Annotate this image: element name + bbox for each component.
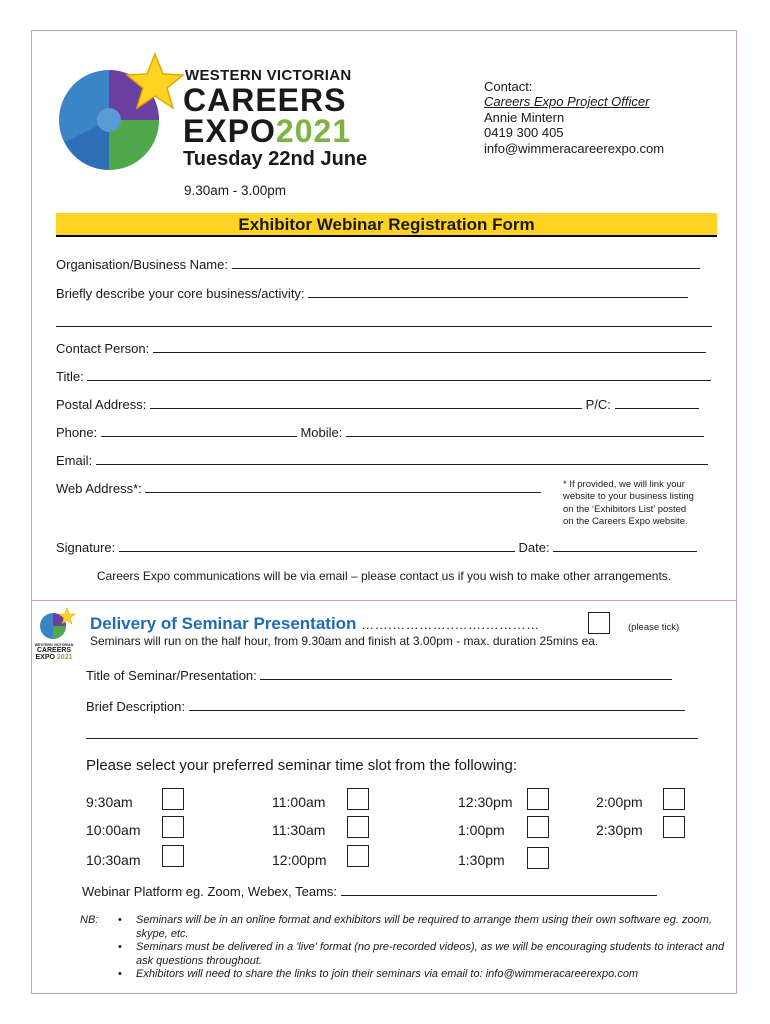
seminar-description-row-2 [86, 727, 698, 742]
seminar-description-label: Brief Description: [86, 699, 185, 714]
slot-label: 12:00pm [272, 852, 327, 868]
web-note-line: on the Careers Expo website. [563, 516, 688, 528]
bullet-icon: • [118, 914, 122, 926]
mini-logo-icon [36, 606, 86, 644]
business-row-2 [56, 315, 712, 330]
slot-checkbox-1030[interactable] [162, 845, 184, 867]
postal-field[interactable] [150, 397, 582, 409]
seminar-heading: Delivery of Seminar Presentation [90, 614, 357, 633]
seminar-delivery-checkbox[interactable] [588, 612, 610, 634]
organisation-label: Organisation/Business Name: [56, 257, 228, 272]
slot-label: 12:30pm [458, 794, 513, 810]
business-field[interactable] [308, 286, 688, 298]
section-divider [31, 600, 737, 601]
brand-region: WESTERN VICTORIAN [185, 67, 352, 84]
contact-person-row [56, 341, 706, 356]
date-label: Date: [518, 540, 550, 555]
web-field[interactable] [145, 481, 541, 493]
contact-name: Annie Mintern [484, 109, 565, 125]
web-note [563, 479, 694, 529]
mobile-field[interactable] [346, 425, 704, 437]
slot-checkbox-1000[interactable] [162, 816, 184, 838]
nb-item-text: Exhibitors will need to share the links to join their seminars via email to: info@wimmeracareerexpo.com [136, 968, 639, 981]
event-time: 9.30am - 3.00pm [184, 183, 287, 198]
slot-label: 10:30am [86, 852, 141, 868]
seminar-heading-dots: …….…………..…….………… [361, 617, 540, 632]
platform-label: Webinar Platform eg. Zoom, Webex, Teams: [82, 884, 338, 899]
phone-label: Phone: [56, 425, 98, 440]
pc-label: P/C: [585, 397, 611, 412]
organisation-field[interactable] [232, 257, 700, 269]
seminar-description-field[interactable] [189, 699, 685, 711]
mini-logo-expo [22, 654, 86, 661]
nb-item [118, 914, 728, 941]
slot-checkbox-230[interactable] [663, 816, 685, 838]
business-field-continued[interactable] [56, 315, 712, 327]
contact-label: Contact: [484, 79, 533, 94]
slot-checkbox-1200[interactable] [347, 845, 369, 867]
nb-item [118, 941, 728, 968]
mini-logo-expo-word: EXPO [35, 654, 55, 661]
email-field[interactable] [96, 453, 708, 465]
seminar-title-field[interactable] [260, 668, 672, 680]
brand-year: 2021 [275, 113, 352, 149]
seminar-heading-row [90, 614, 540, 634]
phone-row [56, 425, 704, 440]
nb-item-text: Seminars will be in an online format and exhibitors will be required to arrange them using their own software eg. zoom, skype, etc. [136, 914, 712, 940]
slot-checkbox-930[interactable] [162, 788, 184, 810]
contact-email[interactable]: info@wimmeracareerexpo.com [484, 140, 665, 156]
slot-checkbox-130[interactable] [527, 847, 549, 869]
signature-field[interactable] [119, 540, 515, 552]
contact-block [484, 79, 664, 156]
slot-checkbox-1130[interactable] [347, 816, 369, 838]
date-field[interactable] [553, 540, 697, 552]
slot-checkbox-100[interactable] [527, 816, 549, 838]
nb-label: NB: [80, 914, 99, 926]
postal-label: Postal Address: [56, 397, 147, 412]
web-note-line: website to your business listing [563, 491, 694, 503]
business-row [56, 286, 688, 301]
slot-label: 11:00am [272, 794, 326, 810]
careers-expo-logo [55, 50, 185, 180]
communications-note: Careers Expo communications will be via email – please contact us if you wish to make other arrangements. [96, 569, 672, 583]
web-note-line: * If provided, we will link your [563, 479, 685, 490]
slot-checkbox-1100[interactable] [347, 788, 369, 810]
seminar-title-label: Title of Seminar/Presentation: [86, 668, 257, 683]
business-label: Briefly describe your core business/activity: [56, 286, 305, 301]
phone-field[interactable] [101, 425, 297, 437]
email-row [56, 453, 708, 468]
mini-logo-region: WESTERN VICTORIAN [34, 643, 74, 647]
bullet-icon: • [118, 968, 122, 981]
form-title-bar [56, 213, 717, 237]
contact-role: Careers Expo Project Officer [484, 94, 650, 110]
contact-person-label: Contact Person: [56, 341, 150, 356]
title-row [56, 369, 711, 384]
slot-label: 2:00pm [596, 794, 643, 810]
tick-note: (please tick) [628, 622, 680, 633]
event-date: Tuesday 22nd June [183, 148, 368, 170]
slot-label: 10:00am [86, 822, 141, 838]
seminar-description-row [86, 699, 685, 714]
mini-logo-text [22, 643, 86, 661]
nb-item [118, 968, 728, 982]
nb-item-text: Seminars must be delivered in a 'live' format (no pre-recorded videos), as we will be encouraging students to interact and ask questions throughout. [136, 941, 725, 967]
title-field[interactable] [87, 369, 711, 381]
brand-careers: CAREERS [183, 82, 347, 118]
platform-field[interactable] [341, 884, 657, 896]
web-row [56, 481, 541, 496]
bullet-icon: • [118, 941, 122, 954]
mobile-label: Mobile: [300, 425, 343, 440]
web-note-line: on the ‘Exhibitors List’ posted [563, 503, 687, 515]
slot-label: 1:30pm [458, 852, 505, 868]
web-label: Web Address*: [56, 481, 142, 496]
slot-label: 1:00pm [458, 822, 505, 838]
contact-phone: 0419 300 405 [484, 125, 564, 141]
slot-label: 11:30am [272, 822, 326, 838]
brand-expo-word: EXPO [183, 113, 276, 149]
slot-checkbox-200[interactable] [663, 788, 685, 810]
nb-list [118, 914, 728, 982]
contact-person-field[interactable] [153, 341, 706, 353]
seminar-subheading: Seminars will run on the half hour, from 9.30am and finish at 3.00pm - max. duration 25mins ea. [90, 634, 599, 648]
signature-label: Signature: [56, 540, 116, 555]
signature-row [56, 540, 697, 555]
slot-checkbox-1230[interactable] [527, 788, 549, 810]
form-title: Exhibitor Webinar Registration Form [238, 215, 535, 234]
slot-label: 9:30am [86, 794, 133, 810]
pc-field[interactable] [615, 397, 699, 409]
email-label: Email: [56, 453, 93, 468]
brand-expo [183, 114, 351, 148]
title-label: Title: [56, 369, 84, 384]
mini-logo-year: 2021 [56, 654, 73, 661]
slot-prompt: Please select your preferred seminar time slot from the following: [86, 757, 518, 774]
organisation-row [56, 257, 700, 272]
seminar-title-row [86, 668, 672, 683]
slot-label: 2:30pm [596, 822, 643, 838]
platform-row [82, 884, 657, 899]
mini-logo-careers: CAREERS [36, 647, 72, 654]
seminar-description-field-continued[interactable] [86, 727, 698, 739]
postal-row [56, 397, 699, 412]
